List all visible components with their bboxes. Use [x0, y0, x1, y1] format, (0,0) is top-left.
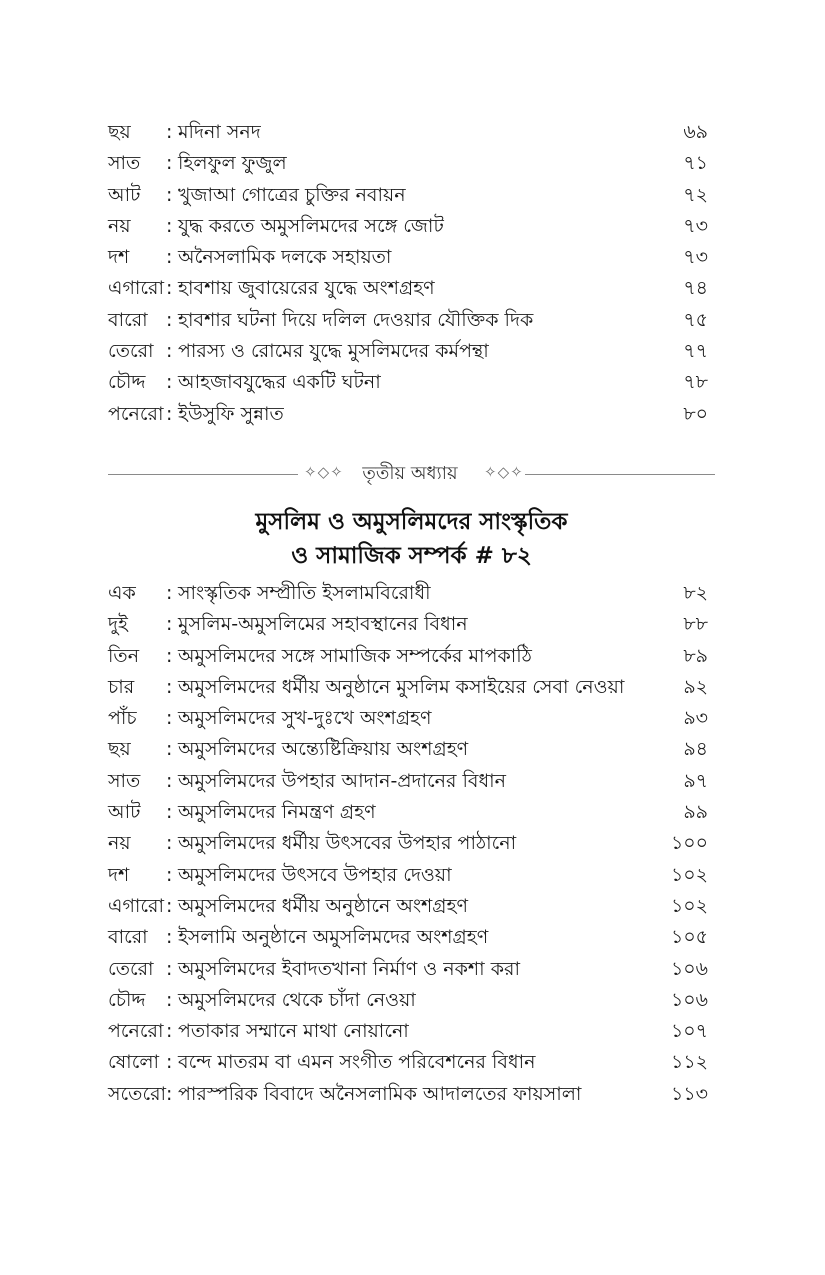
- entry-number: নয়: [108, 214, 131, 237]
- toc-entry: [108, 828, 708, 859]
- entry-title: আহজাবযুদ্ধের একটি ঘটনা: [178, 371, 381, 394]
- entry-title: মদিনা সনদ: [178, 121, 261, 143]
- entry-number: ছয়: [108, 738, 131, 761]
- entry-title: পারস্য ও রোমের যুদ্ধে মুসলিমদের কর্মপন্থা: [178, 340, 489, 363]
- entry-title: ইসলামি অনুষ্ঠানে অমুসলিমদের অংশগ্রহণ: [178, 926, 489, 949]
- entry-colon: :: [166, 152, 173, 175]
- toc-entry: [108, 891, 708, 922]
- entry-page: ৬৯: [683, 121, 708, 143]
- entry-number: পাঁচ: [108, 707, 137, 730]
- toc-entry: [108, 922, 708, 953]
- entry-colon: :: [166, 308, 173, 331]
- toc-entry: [108, 305, 708, 336]
- entry-page: ৭৩: [683, 214, 708, 237]
- entry-colon: :: [166, 613, 173, 636]
- entry-page: ১০২: [670, 894, 708, 917]
- entry-title: পারস্পরিক বিবাদে অনৈসলামিক আদালতের ফায়সালা: [178, 1082, 582, 1105]
- entry-number: আট: [108, 801, 141, 824]
- entry-number: আট: [108, 183, 141, 206]
- toc-entry: [108, 985, 708, 1016]
- entry-title: হিলফুল ফুজুল: [178, 152, 287, 175]
- entry-colon: :: [166, 769, 173, 792]
- entry-page: ৮২: [683, 582, 708, 604]
- chapter-divider: [108, 462, 715, 486]
- entry-number: দুই: [108, 613, 128, 636]
- entry-title: অমুসলিমদের অন্ত্যেষ্টিক্রিয়ায় অংশগ্রহণ: [178, 738, 469, 761]
- entry-number: ষোলো: [108, 1051, 159, 1074]
- entry-colon: :: [166, 707, 173, 730]
- entry-number: তিন: [108, 644, 140, 667]
- entry-title: যুদ্ধ করতে অমুসলিমদের সঙ্গে জোট: [178, 214, 444, 237]
- toc-entry: [108, 148, 708, 179]
- entry-number: পনেরো: [108, 402, 164, 425]
- entry-colon: :: [166, 863, 173, 886]
- entry-page: ১০২: [670, 863, 708, 886]
- entry-colon: :: [166, 402, 173, 425]
- entry-colon: :: [166, 1051, 173, 1074]
- entry-title: অমুসলিমদের ধর্মীয় অনুষ্ঠানে মুসলিম কসাইয়ের সেবা নেওয়া: [178, 675, 625, 698]
- entry-number: সাত: [108, 769, 141, 792]
- entry-colon: :: [166, 894, 173, 917]
- entry-number: এগারো: [108, 277, 165, 300]
- entry-title: অমুসলিমদের উৎসবে উপহার দেওয়া: [178, 863, 452, 886]
- entry-colon: :: [166, 340, 173, 363]
- toc-entry: [108, 180, 708, 211]
- entry-number: দশ: [108, 246, 130, 269]
- entry-title: অমুসলিমদের সঙ্গে সামাজিক সম্পর্কের মাপকাঠি: [178, 644, 532, 667]
- entry-colon: :: [166, 582, 173, 604]
- chapter-label: তৃতীয় অধ্যায়: [362, 463, 458, 484]
- entry-colon: :: [166, 832, 173, 855]
- entry-number: সাত: [108, 152, 141, 175]
- entry-colon: :: [166, 371, 173, 394]
- entry-number: চৌদ্দ: [108, 988, 146, 1011]
- entry-number: এগারো: [108, 894, 165, 917]
- ornament-right-icon: ✧◇✧: [484, 463, 524, 481]
- entry-colon: :: [166, 1020, 173, 1043]
- toc-entry: [108, 641, 708, 672]
- entry-page: ৮৯: [683, 644, 708, 667]
- toc-entry: [108, 1079, 708, 1110]
- entry-title: ইউসুফি সুন্নাত: [178, 402, 284, 425]
- entry-page: ৭৮: [683, 371, 708, 394]
- entry-colon: :: [166, 801, 173, 824]
- entry-page: ১০৬: [670, 957, 708, 980]
- entry-title: অমুসলিমদের নিমন্ত্রণ গ্রহণ: [178, 801, 376, 824]
- entry-colon: :: [166, 183, 173, 206]
- ornament-left-icon: ✧◇✧: [304, 463, 344, 481]
- entry-page: ৭১: [683, 152, 708, 175]
- entry-colon: :: [166, 675, 173, 698]
- entry-title: অমুসলিমদের ধর্মীয় অনুষ্ঠানে অংশগ্রহণ: [178, 894, 468, 917]
- toc-entry: [108, 117, 708, 148]
- entry-title: খুজাআ গোত্রের চুক্তির নবায়ন: [178, 183, 406, 206]
- entry-page: ১০৫: [670, 926, 708, 949]
- toc-section-b: [108, 578, 708, 1110]
- entry-title: বন্দে মাতরম বা এমন সংগীত পরিবেশনের বিধান: [178, 1051, 536, 1074]
- entry-title: অমুসলিমদের ধর্মীয় উৎসবের উপহার পাঠানো: [178, 832, 517, 855]
- divider-line-right: [525, 474, 715, 475]
- entry-number: পনেরো: [108, 1020, 164, 1043]
- entry-number: সতেরো: [108, 1082, 167, 1105]
- toc-entry: [108, 367, 708, 398]
- entry-page: ৯২: [683, 675, 708, 698]
- entry-title: অমুসলিমদের ইবাদতখানা নির্মাণ ও নকশা করা: [178, 957, 520, 980]
- entry-colon: :: [166, 121, 173, 143]
- entry-page: ১০০: [670, 832, 708, 855]
- entry-number: চার: [108, 675, 135, 698]
- toc-entry: [108, 766, 708, 797]
- toc-entry: [108, 211, 708, 242]
- toc-entry: [108, 399, 708, 430]
- entry-number: ছয়: [108, 121, 131, 143]
- entry-number: চৌদ্দ: [108, 371, 146, 394]
- entry-title: মুসলিম-অমুসলিমের সহাবস্থানের বিধান: [178, 613, 468, 636]
- toc-entry: [108, 242, 708, 273]
- entry-title: অনৈসলামিক দলকে সহায়তা: [178, 246, 392, 269]
- entry-colon: :: [166, 738, 173, 761]
- entry-colon: :: [166, 1082, 173, 1105]
- toc-entry: [108, 609, 708, 640]
- entry-page: ৭৪: [683, 277, 708, 300]
- entry-colon: :: [166, 644, 173, 667]
- entry-page: ৯৯: [683, 801, 708, 824]
- entry-colon: :: [166, 957, 173, 980]
- entry-number: নয়: [108, 832, 131, 855]
- entry-page: ৯৩: [683, 707, 708, 730]
- entry-title: পতাকার সম্মানে মাথা নোয়ানো: [178, 1020, 409, 1043]
- entry-number: দশ: [108, 863, 130, 886]
- toc-entry: [108, 734, 708, 765]
- entry-colon: :: [166, 926, 173, 949]
- toc-section-a: [108, 117, 708, 430]
- entry-page: ৯৪: [683, 738, 708, 761]
- entry-title: অমুসলিমদের থেকে চাঁদা নেওয়া: [178, 988, 416, 1011]
- entry-page: ১০৭: [670, 1020, 708, 1043]
- toc-entry: [108, 703, 708, 734]
- entry-page: ৯৭: [683, 769, 708, 792]
- entry-page: ৮৮: [683, 613, 708, 636]
- chapter-heading-line2: ও সামাজিক সম্পর্ক # ৮২: [291, 543, 532, 569]
- entry-title: হাবশার ঘটনা দিয়ে দলিল দেওয়ার যৌক্তিক দিক: [178, 308, 534, 331]
- toc-entry: [108, 672, 708, 703]
- entry-colon: :: [166, 277, 173, 300]
- toc-entry: [108, 1047, 708, 1078]
- entry-number: তেরো: [108, 957, 154, 980]
- entry-page: ৭৭: [683, 340, 708, 363]
- entry-page: ৭২: [683, 183, 708, 206]
- entry-page: ৭৩: [683, 246, 708, 269]
- entry-title: সাংস্কৃতিক সম্প্রীতি ইসলামবিরোধী: [178, 582, 431, 604]
- toc-entry: [108, 954, 708, 985]
- toc-entry: [108, 1016, 708, 1047]
- divider-line-left: [108, 474, 298, 475]
- toc-entry: [108, 336, 708, 367]
- entry-number: বারো: [108, 926, 148, 949]
- entry-number: এক: [108, 582, 136, 604]
- entry-colon: :: [166, 988, 173, 1011]
- toc-entry: [108, 797, 708, 828]
- entry-page: ৭৫: [683, 308, 708, 331]
- entry-title: হাবশায় জুবায়েরের যুদ্ধে অংশগ্রহণ: [178, 277, 435, 300]
- chapter-heading-line1: মুসলিম ও অমুসলিমদের সাংস্কৃতিক: [255, 509, 568, 535]
- entry-number: বারো: [108, 308, 148, 331]
- entry-page: ১০৬: [670, 988, 708, 1011]
- entry-colon: :: [166, 214, 173, 237]
- entry-number: তেরো: [108, 340, 154, 363]
- entry-title: অমুসলিমদের উপহার আদান-প্রদানের বিধান: [178, 769, 506, 792]
- entry-colon: :: [166, 246, 173, 269]
- entry-page: ১১২: [670, 1051, 708, 1074]
- entry-page: ৮০: [683, 402, 708, 425]
- entry-title: অমুসলিমদের সুখ-দুঃখে অংশগ্রহণ: [178, 707, 432, 730]
- toc-entry: [108, 578, 708, 609]
- toc-entry: [108, 860, 708, 891]
- toc-entry: [108, 273, 708, 304]
- entry-page: ১১৩: [670, 1082, 708, 1105]
